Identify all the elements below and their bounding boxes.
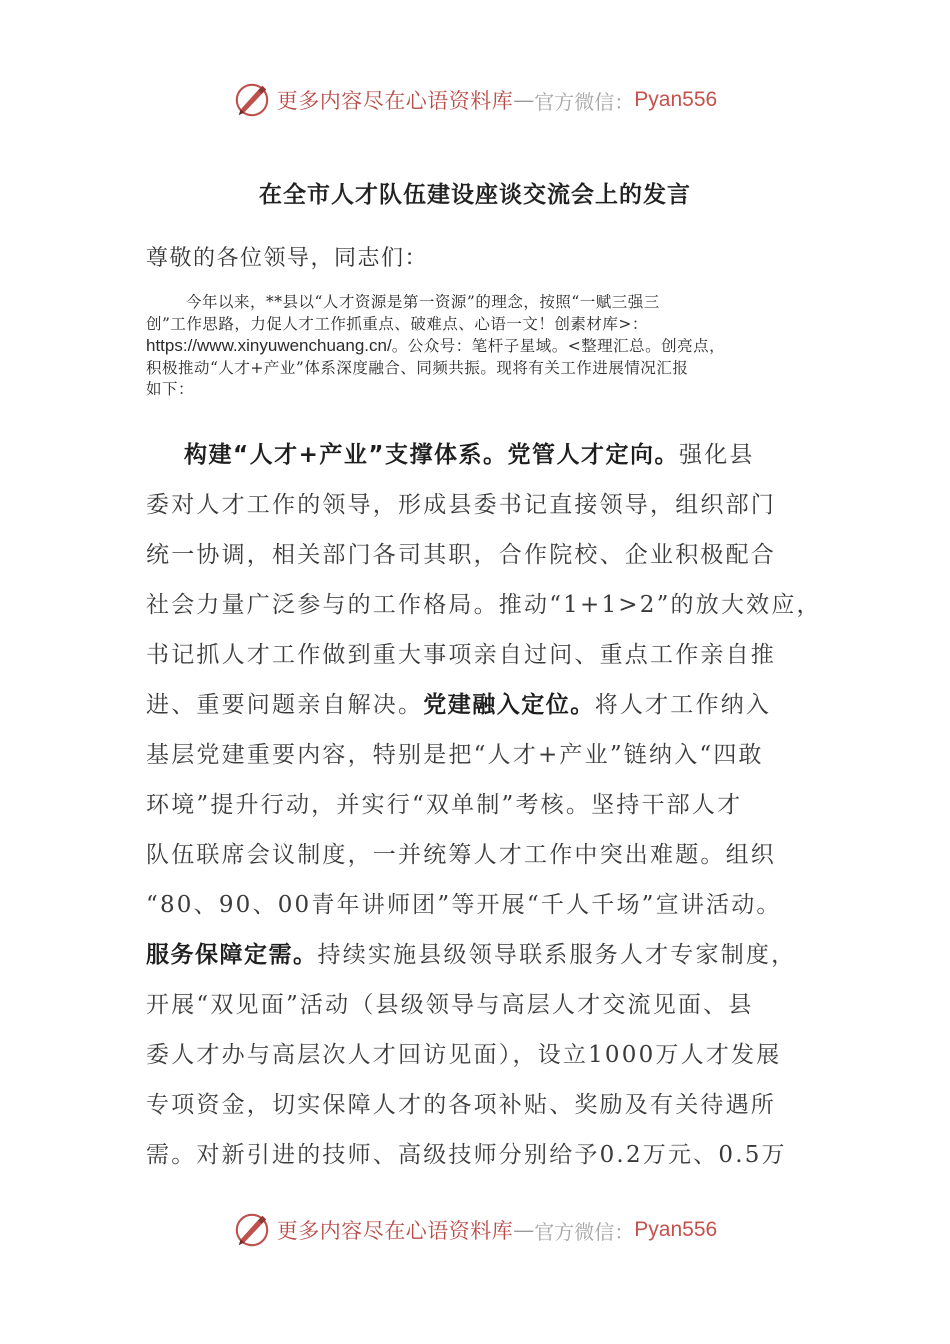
banner-wechat-id: Pyan556 <box>634 1218 718 1241</box>
intro-line: 创”工作思路，力促人才工作抓重点、破难点、心语一文！创素材库>： <box>146 314 648 333</box>
banner-wechat-label: 官方微信： <box>534 89 635 114</box>
banner-separator: — <box>513 88 535 112</box>
banner-wechat-id: Pyan556 <box>634 88 718 111</box>
section-heading: 构建“人才+产业”支撑体系。党管人才定向。 <box>184 442 680 468</box>
body-line: “80、90、00青年讲师团”等开展“千人千场”宣讲活动。 <box>146 892 782 918</box>
body-text <box>146 430 821 1180</box>
body-line <box>146 680 821 730</box>
body-line: 需。对新引进的技师、高级技师分别给予0.2万元、0.5万 <box>146 1142 787 1168</box>
document-title: 在全市人才队伍建设座谈交流会上的发言 <box>259 182 691 208</box>
intro-line: 如下： <box>146 380 195 398</box>
body-line: 社会力量广泛参与的工作格局。推动“1+1>2”的放大效应， <box>146 592 822 618</box>
body-line: 书记抓人才工作做到重大事项亲自过问、重点工作亲自推 <box>146 642 776 668</box>
body-line: 委人才办与高层次人才回访见面），设立1000万人才发展 <box>146 1042 782 1068</box>
intro-text: 。公众号：笔杆子星域。<整理汇总。创亮点， <box>391 337 726 355</box>
salutation: 尊敬的各位领导，同志们： <box>146 246 429 271</box>
body-text-span: 持续实施县级领导联系服务人才专家制度， <box>317 942 797 968</box>
pen-logo-icon <box>233 81 271 119</box>
body-line <box>146 430 821 480</box>
body-text-span: 进、重要问题亲自解决。 <box>146 692 424 718</box>
intro-line <box>146 335 814 358</box>
body-line: 环境”提升行动，并实行“双单制”考核。坚持干部人才 <box>146 792 743 818</box>
body-line: 专项资金，切实保障人才的各项补贴、奖励及有关待遇所 <box>146 1092 776 1118</box>
body-line: 统一协调，相关部门各司其职，合作院校、企业积极配合 <box>146 542 776 568</box>
intro-paragraph <box>146 292 814 401</box>
banner-wechat-label: 官方微信： <box>534 1219 635 1244</box>
body-line <box>146 930 821 980</box>
intro-line: 积极推动“人才+产业”体系深度融合、同频共振。现将有关工作进展情况汇报 <box>146 358 689 377</box>
body-line: 开展“双见面”活动（县级领导与高层人才交流见面、县 <box>146 992 754 1018</box>
section-heading: 服务保障定需。 <box>146 942 318 968</box>
pen-logo-icon <box>233 1211 271 1249</box>
url-text: https://www.xinyuwenchuang.cn/ <box>146 336 392 355</box>
body-text-span: 强化县 <box>679 442 755 468</box>
banner-slogan: 更多内容尽在心语资料库 <box>276 1219 514 1243</box>
section-heading: 党建融入定位。 <box>423 692 595 718</box>
body-line: 基层党建重要内容，特别是把“人才+产业”链纳入“四敢 <box>146 742 764 768</box>
intro-line: 今年以来，**县以“人才资源是第一资源”的理念，按照“一赋三强三 <box>186 293 660 311</box>
body-text-span: 将人才工作纳入 <box>594 692 772 718</box>
banner-separator: — <box>513 1218 535 1242</box>
footer-banner <box>0 1208 950 1252</box>
body-line: 委对人才工作的领导，形成县委书记直接领导，组织部门 <box>146 492 776 518</box>
banner-slogan: 更多内容尽在心语资料库 <box>276 89 514 113</box>
body-line: 队伍联席会议制度，一并统筹人才工作中突出难题。组织 <box>146 842 776 868</box>
header-banner <box>0 78 950 122</box>
